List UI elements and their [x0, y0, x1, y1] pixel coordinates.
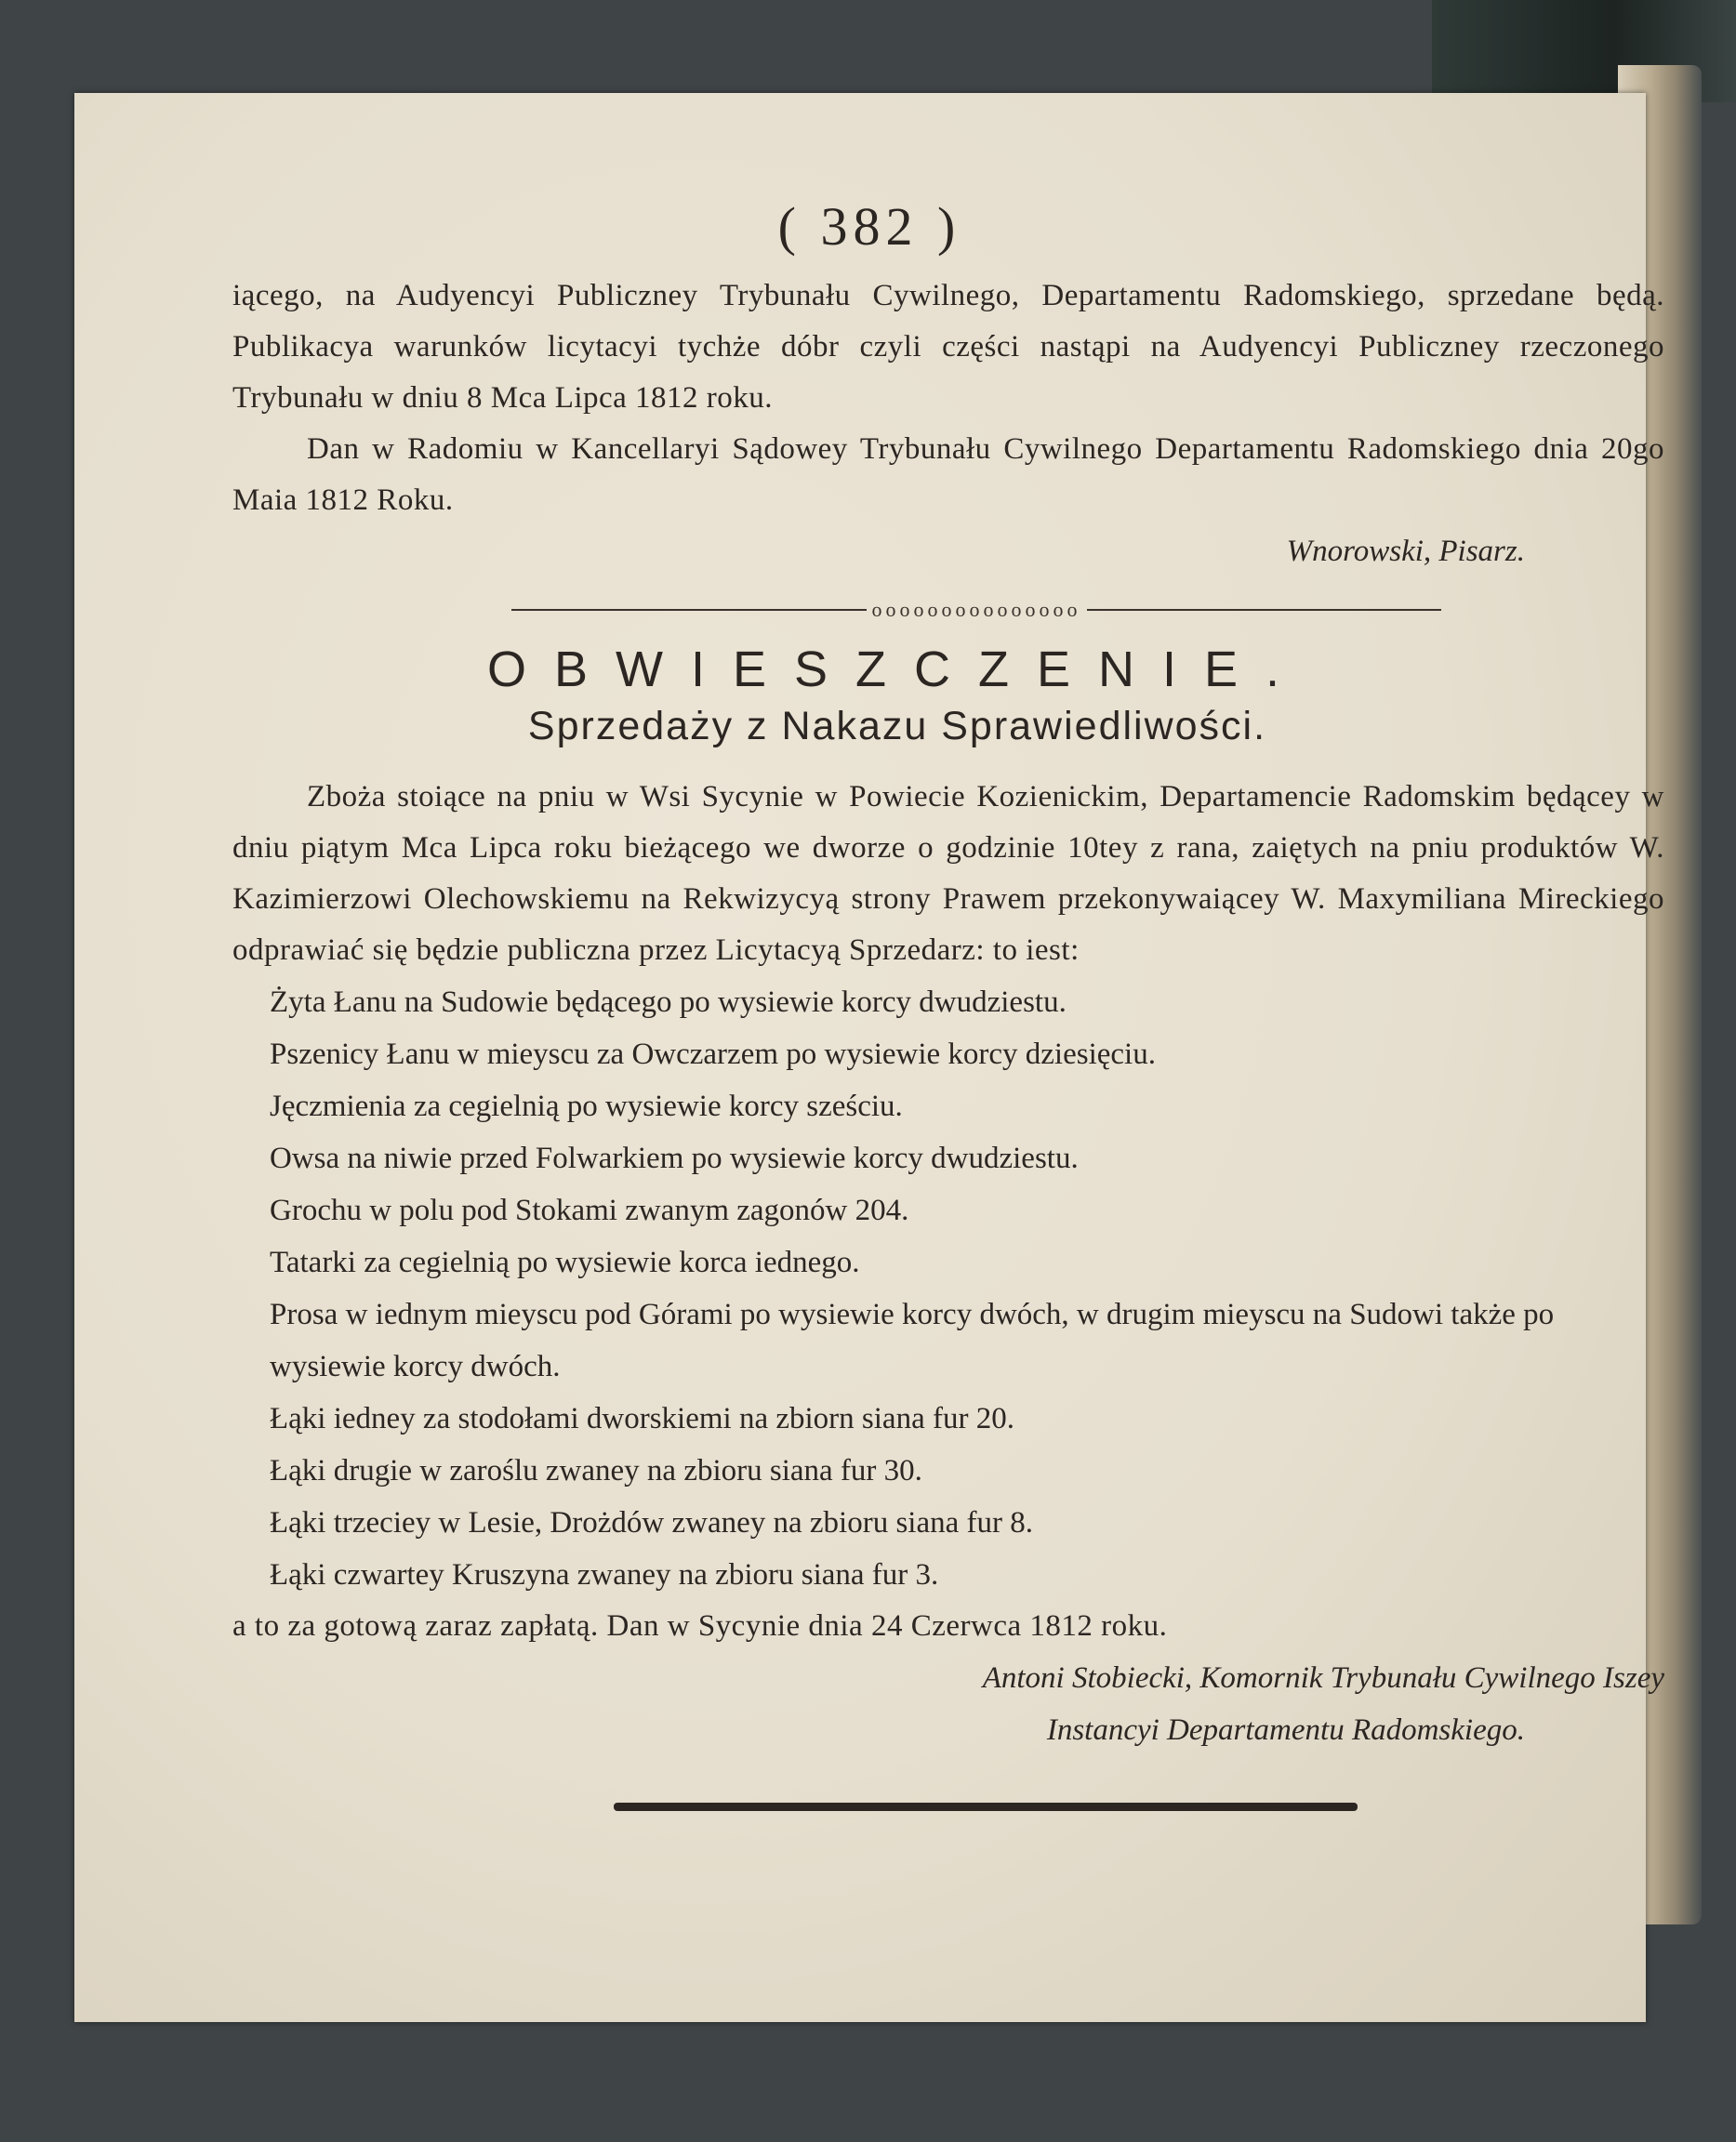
list-item: Pszenicy Łanu w mieyscu za Owczarzem po wysiewie korcy dziesięciu. — [270, 1038, 1156, 1071]
signature-line-2: Instancyi Departamentu Radomskiego. — [1046, 1713, 1525, 1747]
ornamental-divider — [511, 596, 1441, 624]
notice-closing: a to za gotową zaraz zapłatą. Dan w Sycynie dnia 24 Czerwca 1812 roku. — [232, 1609, 1168, 1643]
list-item: Łąki trzeciey w Lesie, Drożdów zwaney na zbioru siana fur 8. — [270, 1506, 1033, 1540]
top-notice-dated: Dan w Radomiu w Kancellaryi Sądowey Trybunału Cywilnego Departamentu Radomskiego dnia 20go Maia 1812 Roku. — [232, 432, 1664, 517]
notice-intro: Zboża stoiące na pniu w Wsi Sycynie w Powiecie Kozienickim, Departamencie Radomskim będącey w dniu piątym Mca Lipca roku bieżącego we dworze o godzinie 10tey z rana, zaiętych na pniu produktów W. Kazimierzowi Olechowskiemu na Rekwizycyą strony Prawem przekonywaiącey W. Maxymiliana Mireckiego odprawiać się będzie publiczna przez Licytacyą Sprzedarz: to iest: — [232, 780, 1664, 967]
list-item: Łąki czwartey Kruszyna zwaney na zbioru siana fur 3. — [270, 1558, 939, 1592]
notice-title: OBWIESZCZENIE. — [486, 641, 1308, 697]
divider-line-right — [1087, 609, 1442, 611]
signature-line-1: Antoni Stobiecki, Komornik Trybunału Cywilnego Iszey — [982, 1661, 1664, 1695]
list-item: Łąki iedney za stodołami dworskiemi na zbiorn siana fur 20. — [270, 1402, 1014, 1435]
page-content — [232, 195, 1664, 1811]
list-item: Prosa w iednym mieyscu pod Górami po wysiewie korcy dwóch, w drugim mieyscu na Sudowi także po wysiewie korcy dwóch. — [270, 1298, 1555, 1383]
top-notice-paragraph: iącego, na Audyencyi Publiczney Trybunału Cywilnego, Departamentu Radomskiego, sprzedane będą. Publikacya warunków licytacyi tychże dóbr czyli części nastąpi na Audyencyi Publiczney rzeczonego Trybunału w dniu 8 Mca Lipca 1812 roku. — [232, 279, 1664, 415]
list-item: Łąki drugie w zaroślu zwaney na zbioru siana fur 30. — [270, 1454, 922, 1488]
divider-line-left — [511, 609, 867, 611]
sale-items-list — [232, 976, 1664, 1601]
list-item: Grochu w polu pod Stokami zwanym zagonów 204. — [270, 1194, 909, 1227]
list-item: Żyta Łanu na Sudowie będącego po wysiewie korcy dwudziestu. — [270, 985, 1067, 1019]
list-item: Owsa na niwie przed Folwarkiem po wysiewie korcy dwudziestu. — [270, 1142, 1079, 1175]
list-item: Jęczmienia za cegielnią po wysiewie korcy sześciu. — [270, 1090, 903, 1123]
page-number: ( 382 ) — [777, 196, 961, 257]
closing-rule — [614, 1803, 1358, 1811]
notice-subtitle: Sprzedaży z Nakazu Sprawiedliwości. — [527, 704, 1267, 748]
document-page — [74, 93, 1664, 2022]
top-notice-signature: Wnorowski, Pisarz. — [1286, 535, 1525, 568]
divider-ornament: ooooooooooooooo — [871, 598, 1081, 621]
list-item: Tatarki za cegielnią po wysiewie korca iednego. — [270, 1246, 860, 1279]
notice-signature — [232, 1652, 1664, 1756]
